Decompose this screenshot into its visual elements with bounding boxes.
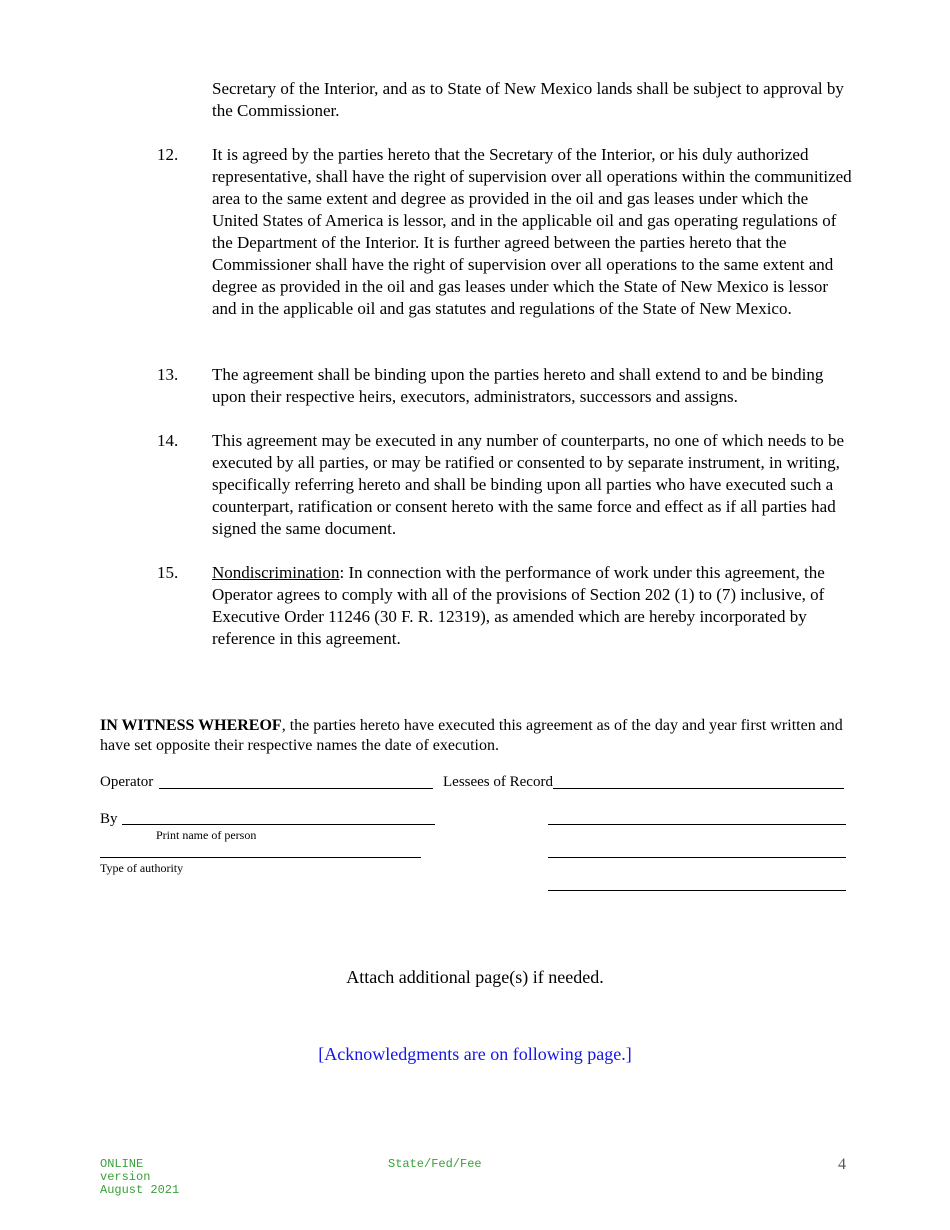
footer-line: version bbox=[100, 1170, 151, 1184]
clause-heading: Nondiscrimination bbox=[212, 563, 340, 582]
clause-text bbox=[212, 562, 852, 650]
clause-number: 15. bbox=[157, 563, 179, 582]
operator-label: Operator bbox=[100, 774, 154, 790]
lessee-signature-line-3[interactable] bbox=[548, 857, 846, 858]
operator-signature-line[interactable] bbox=[159, 788, 433, 789]
lessee-signature-line-4[interactable] bbox=[548, 890, 846, 891]
type-authority-label: Type of authority bbox=[100, 861, 184, 875]
footer-version bbox=[100, 1158, 179, 1197]
lessee-signature-line-2[interactable] bbox=[548, 824, 846, 825]
footer-line: August 2021 bbox=[100, 1183, 180, 1197]
clause-number: 13. bbox=[157, 365, 179, 384]
by-signature-line[interactable] bbox=[122, 824, 435, 825]
witness-statement bbox=[100, 716, 860, 756]
lessee-signature-line-1[interactable] bbox=[553, 788, 844, 789]
page-number: 4 bbox=[838, 1156, 846, 1173]
lessees-label: Lessees of Record bbox=[443, 774, 553, 790]
type-authority-line[interactable] bbox=[100, 857, 421, 858]
clause-number: 12. bbox=[157, 145, 179, 164]
witness-text: , the parties hereto have executed this agreement as of the day and year first written and have set opposite their respective names the date of execution. bbox=[100, 717, 843, 754]
continued-paragraph: Secretary of the Interior, and as to State of New Mexico lands shall be subject to approval by the Commissioner. bbox=[212, 79, 844, 120]
by-label: By bbox=[100, 811, 118, 827]
clause-body: : In connection with the performance of work under this agreement, the Operator agrees to comply with all of the provisions of Section 202 (1) to (7) inclusive, of Executive Order 11246 (30 F. R. 12319), as amended which are hereby incorporated by reference in this agreement. bbox=[212, 563, 825, 648]
footer-form-type: State/Fed/Fee bbox=[388, 1157, 482, 1171]
clause-text: It is agreed by the parties hereto that the Secretary of the Interior, or his duly authorized representative, shall have the right of supervision over all operations within the communitized area to the same extent and degree as provided in the oil and gas leases under which the United States of America is lessor, and in the applicable oil and gas operating regulations of the Department of the Interior. It is further agreed between the parties hereto that the Commissioner shall have the right of supervision over all operations to the same extent and degree as provided in the oil and gas leases under which the State of New Mexico is lessor and in the applicable oil and gas statutes and regulations of the State of New Mexico. bbox=[212, 145, 852, 318]
attach-note: Attach additional page(s) if needed. bbox=[346, 967, 604, 987]
print-name-label: Print name of person bbox=[156, 828, 257, 842]
footer-line: ONLINE bbox=[100, 1157, 144, 1171]
acknowledgments-note: [Acknowledgments are on following page.] bbox=[318, 1044, 632, 1064]
clause-number: 14. bbox=[157, 431, 179, 450]
clause-text: This agreement may be executed in any number of counterparts, no one of which needs to be executed by all parties, or may be ratified or consented to by separate instrument, in writing, specifically referring hereto and shall be binding upon all parties who have executed such a counterpart, ratification or consent hereto with the same force and effect as if all parties had signed the same document. bbox=[212, 431, 845, 538]
clause-text: The agreement shall be binding upon the parties hereto and shall extend to and be binding upon their respective heirs, executors, administrators, successors and assigns. bbox=[212, 365, 824, 406]
witness-heading: IN WITNESS WHEREOF bbox=[100, 717, 282, 734]
